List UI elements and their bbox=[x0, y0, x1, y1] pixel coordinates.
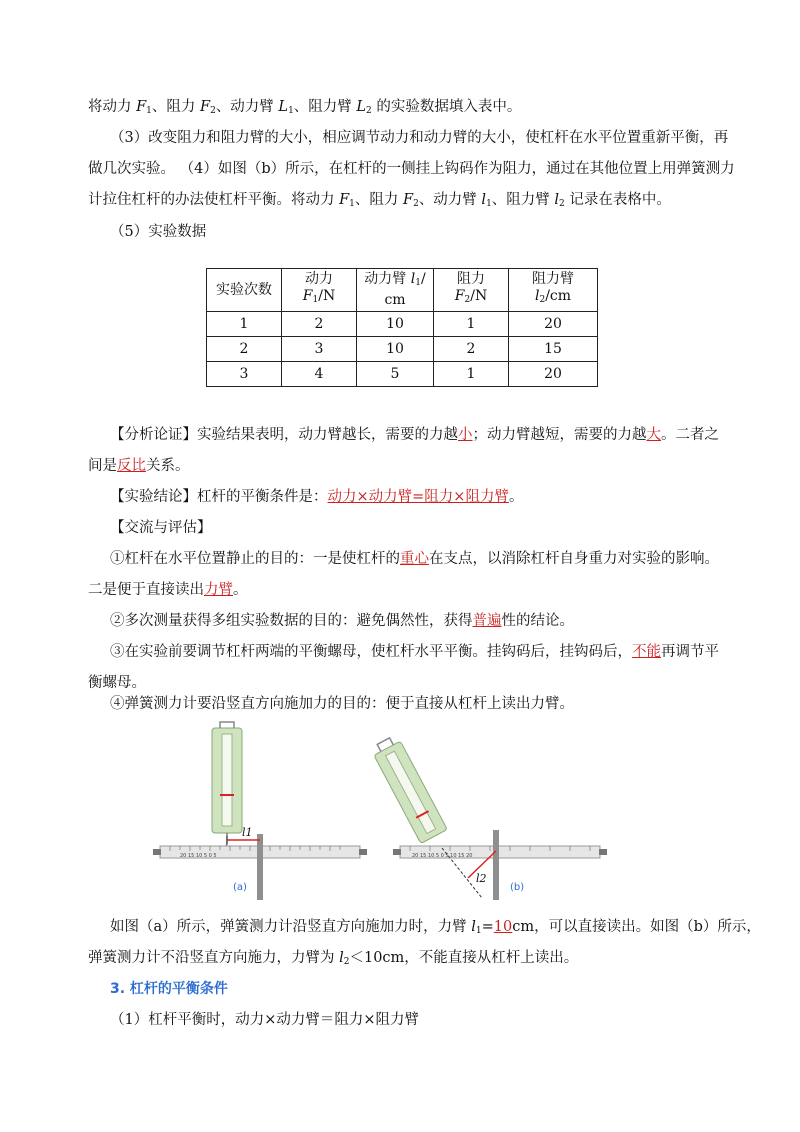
text: 计拉住杠杆的办法使杠杆平衡。将动力 bbox=[88, 192, 340, 208]
header-l2 bbox=[509, 269, 598, 312]
stand-a bbox=[257, 834, 263, 900]
answer-blank: 不能 bbox=[632, 644, 661, 660]
text: 将动力 bbox=[88, 99, 137, 115]
table-cell: 1 bbox=[434, 362, 509, 387]
step3-line3 bbox=[88, 190, 718, 214]
scale-label-b: 20 15 10 5 0 5 10 15 20 bbox=[412, 853, 473, 859]
subscript: 1 bbox=[146, 106, 152, 116]
table-cell: 2 bbox=[434, 337, 509, 362]
text: /N bbox=[470, 288, 488, 304]
text: 【实验结论】杠杆的平衡条件是： bbox=[110, 489, 328, 505]
text: 再调节平 bbox=[661, 644, 719, 660]
subscript: 2 bbox=[210, 106, 216, 116]
table-cell: 15 bbox=[509, 337, 598, 362]
text: = bbox=[481, 919, 494, 935]
text: 。 bbox=[508, 489, 524, 505]
analysis-line1 bbox=[110, 425, 740, 445]
text: 。 bbox=[233, 582, 248, 598]
answer-blank: 大 bbox=[646, 427, 661, 443]
exchange-title: 【交流与评估】 bbox=[110, 520, 212, 536]
subscript: 1 bbox=[415, 278, 421, 288]
step3-line1: （3）改变阻力和阻力臂的大小，相应调节动力和动力臂的大小，使杠杆在水平位置重新平衡，再 bbox=[110, 130, 729, 146]
step3-line2: 做几次实验。 （4）如图（b）所示，在杠杆的一侧挂上钩码作为阻力，通过在其他位置上用弹簧测力 bbox=[88, 161, 735, 177]
symbol: l bbox=[410, 271, 416, 287]
table-cell: 2 bbox=[207, 337, 282, 362]
nut-left-a bbox=[153, 849, 161, 855]
table-row bbox=[207, 312, 598, 337]
label-b: (b) bbox=[510, 882, 525, 893]
spring-scale-b bbox=[370, 734, 447, 843]
table-header-row bbox=[207, 269, 598, 312]
table-cell: 3 bbox=[282, 337, 357, 362]
table-cell: 5 bbox=[357, 362, 434, 387]
text: / bbox=[420, 271, 426, 287]
text: 性的结论。 bbox=[501, 613, 574, 629]
header-f1 bbox=[282, 269, 357, 312]
text: 、阻力臂 bbox=[491, 192, 555, 208]
stand-b bbox=[493, 830, 499, 900]
text: ③在实验前要调节杠杆两端的平衡螺母，使杠杆水平平衡。挂钩码后，挂钩码后， bbox=[110, 644, 632, 660]
text: 二是便于直接读出 bbox=[88, 582, 204, 598]
header-trial: 实验次数 bbox=[207, 269, 282, 312]
text: 在支点，以消除杠杆自身重力对实验的影响。 bbox=[429, 551, 719, 567]
scale-slot bbox=[222, 734, 232, 826]
text: ②多次测量获得多组实验数据的目的：避免偶然性，获得 bbox=[110, 613, 473, 629]
step5-title: （5）实验数据 bbox=[110, 224, 207, 240]
table-cell: 10 bbox=[357, 312, 434, 337]
conclusion-line bbox=[110, 487, 740, 507]
explain-line2 bbox=[88, 948, 718, 972]
header-l1 bbox=[357, 269, 434, 312]
text: 、阻力 bbox=[151, 99, 201, 115]
subscript: 2 bbox=[559, 199, 565, 209]
text: 动力 bbox=[305, 271, 333, 287]
symbol: l bbox=[534, 288, 540, 304]
text: 、动力臂 bbox=[418, 192, 482, 208]
table-cell: 3 bbox=[207, 362, 282, 387]
header-f2 bbox=[434, 269, 509, 312]
lever-figure bbox=[150, 720, 610, 905]
nut-left-b bbox=[393, 849, 401, 855]
symbol: l bbox=[554, 192, 560, 208]
text: 阻力臂 bbox=[532, 271, 574, 287]
symbol: F bbox=[339, 192, 350, 208]
symbol: l bbox=[481, 192, 487, 208]
symbol: F bbox=[136, 99, 147, 115]
text: /N bbox=[318, 288, 336, 304]
answer-blank: 小 bbox=[458, 427, 473, 443]
text: 关系。 bbox=[146, 458, 190, 474]
subscript: 1 bbox=[486, 199, 492, 209]
answer-blank: 10 bbox=[493, 919, 513, 935]
subscript: 2 bbox=[464, 295, 471, 305]
nut-right-a bbox=[359, 849, 367, 855]
item3-line1 bbox=[110, 642, 740, 662]
label-l2: l2 bbox=[476, 872, 487, 885]
text: cm bbox=[384, 292, 406, 308]
text: cm，可以直接读出。如图（b）所示， bbox=[512, 919, 761, 935]
figure-b bbox=[370, 734, 607, 900]
subscript: 2 bbox=[366, 106, 372, 116]
nut-right-b bbox=[599, 849, 607, 855]
item1-line2 bbox=[88, 580, 718, 600]
symbol: F bbox=[200, 99, 211, 115]
scale-ring bbox=[220, 722, 234, 728]
data-table bbox=[206, 268, 598, 387]
text: ；动力臂越短，需要的力越 bbox=[472, 427, 647, 443]
subscript: 1 bbox=[288, 106, 294, 116]
item1-line1 bbox=[110, 549, 740, 569]
symbol: l bbox=[471, 919, 476, 935]
table-row bbox=[207, 337, 598, 362]
item3-line2: 衡螺母。 bbox=[88, 675, 146, 691]
symbol: F bbox=[302, 288, 313, 304]
text: 如图（a）所示，弹簧测力计沿竖直方向施加力时，力臂 bbox=[110, 919, 472, 935]
text: ①杠杆在水平位置静止的目的：一是使杠杆的 bbox=[110, 551, 400, 567]
item2-line bbox=[110, 611, 740, 631]
table-cell: 20 bbox=[509, 362, 598, 387]
answer-blank: 反比 bbox=[117, 458, 146, 474]
item4-line: ④弹簧测力计要沿竖直方向施加力的目的：便于直接从杠杆上读出力臂。 bbox=[110, 696, 574, 712]
text: 阻力 bbox=[457, 271, 485, 287]
answer-blank: 普遍 bbox=[472, 613, 502, 629]
text: 弹簧测力计不沿竖直方向施力，力臂为 bbox=[88, 950, 340, 966]
table-cell: 1 bbox=[207, 312, 282, 337]
table-cell: 20 bbox=[509, 312, 598, 337]
text: 的实验数据填入表中。 bbox=[371, 99, 522, 115]
answer-blank: 力臂 bbox=[204, 582, 233, 598]
symbol: l bbox=[339, 950, 344, 966]
label-l1: l1 bbox=[242, 826, 253, 839]
subscript: 1 bbox=[312, 295, 319, 305]
table-cell: 4 bbox=[282, 362, 357, 387]
text: 。二者之 bbox=[661, 427, 719, 443]
explain-line1 bbox=[110, 917, 761, 941]
scale-label-a: 20 15 10 5 0 5 bbox=[180, 853, 217, 859]
subscript: 2 bbox=[539, 295, 546, 305]
text: 【分析论证】实验结果表明，动力臂越长，需要的力越 bbox=[110, 427, 458, 443]
subscript: 1 bbox=[349, 199, 355, 209]
subscript: 1 bbox=[475, 926, 482, 936]
section-3-line1: （1）杠杆平衡时，动力×动力臂＝阻力×阻力臂 bbox=[110, 1012, 420, 1028]
figure-a bbox=[153, 722, 367, 900]
symbol: F bbox=[454, 288, 465, 304]
text: 间是 bbox=[88, 458, 117, 474]
symbol: F bbox=[403, 192, 414, 208]
text: 、阻力 bbox=[354, 192, 404, 208]
table-row bbox=[207, 362, 598, 387]
subscript: 2 bbox=[413, 199, 419, 209]
label-a: (a) bbox=[233, 882, 247, 893]
text: 记录在表格中。 bbox=[564, 192, 671, 208]
table-cell: 1 bbox=[434, 312, 509, 337]
subscript: 2 bbox=[343, 957, 350, 967]
text: 、动力臂 bbox=[215, 99, 279, 115]
answer-blank: 重心 bbox=[400, 551, 429, 567]
text: 、阻力臂 bbox=[293, 99, 357, 115]
answer-blank: 动力×动力臂=阻力×阻力臂 bbox=[327, 489, 509, 505]
text: 动力臂 bbox=[364, 271, 411, 287]
symbol: L bbox=[278, 99, 289, 115]
table-cell: 2 bbox=[282, 312, 357, 337]
section-3-title: 3. 杠杆的平衡条件 bbox=[110, 981, 228, 997]
intro-line bbox=[88, 97, 718, 121]
analysis-line2 bbox=[88, 456, 718, 476]
symbol: L bbox=[356, 99, 367, 115]
text: ＜10cm，不能直接从杠杆上读出。 bbox=[349, 950, 579, 966]
text: /cm bbox=[545, 288, 572, 304]
table-cell: 10 bbox=[357, 337, 434, 362]
